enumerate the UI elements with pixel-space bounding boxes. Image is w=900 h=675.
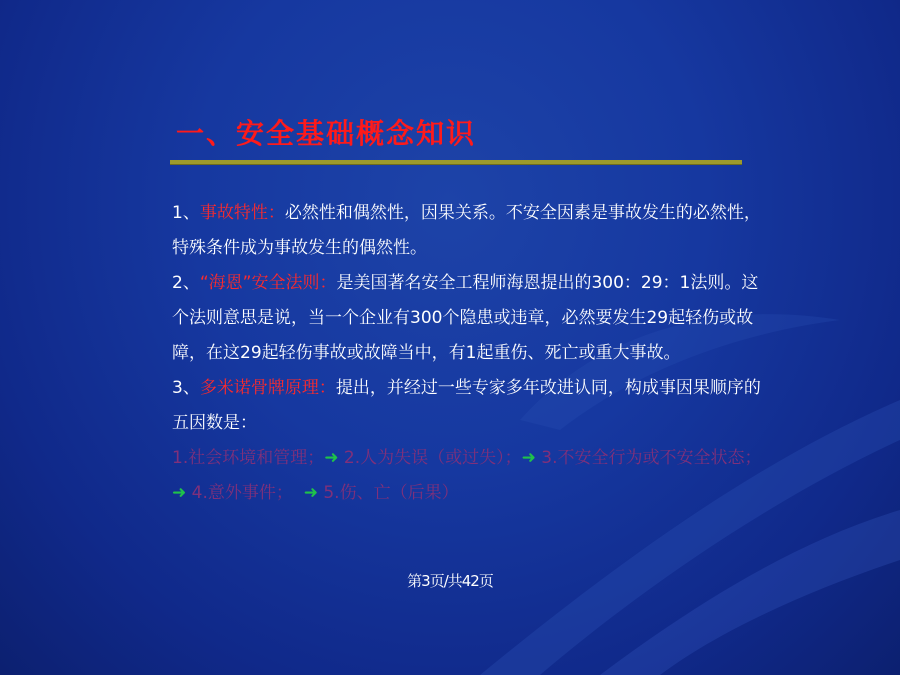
page-indicator: 第3页/共42页 (407, 572, 493, 590)
arrow-right-icon: ➜ (172, 483, 187, 503)
item-3 (172, 371, 762, 441)
item-1-label: 事故特性： (199, 203, 285, 223)
sequence-step-4: 4.意外事件； (191, 483, 293, 503)
item-3-number: 3、 (172, 378, 200, 398)
item-1-text: 必然性和偶然性，因果关系。不安全因素是事故发生的必然性，特殊条件成为事故发生的偶然性。 (172, 203, 761, 258)
item-2 (172, 266, 762, 371)
sequence-step-2: 2.人为失误（或过失）； (343, 448, 522, 468)
sequence-step-5: 5.伤、亡（后果） (323, 483, 459, 503)
arrow-right-icon: ➜ (521, 448, 536, 468)
item-1-number: 1、 (172, 203, 200, 223)
sequence-step-3: 3.不安全行为或不安全状态； (541, 448, 762, 468)
item-2-number: 2、 (172, 273, 200, 293)
item-3-text: 提出，并经过一些专家多年改进认同，构成事因果顺序的五因数是： (172, 378, 761, 433)
arrow-right-icon: ➜ (303, 483, 318, 503)
sequence-step-1: 1.社会环境和管理； (172, 448, 325, 468)
slide-body (172, 196, 762, 511)
arrow-right-icon: ➜ (324, 448, 339, 468)
item-2-label: “海恩”安全法则： (199, 273, 337, 293)
item-3-label: 多米诺骨牌原理： (199, 378, 336, 398)
slide-title: 一、安全基础概念知识 (176, 117, 477, 150)
item-1 (172, 196, 762, 266)
item-2-text: 是美国著名安全工程师海恩提出的300：29：1法则。这个法则意思是说，当一个企业有300个隐患或违章，必然要发生29起轻伤或故障，在这29起轻伤事故或故障当中，有1起重伤、死亡或重大事故。 (172, 273, 759, 363)
title-divider (170, 160, 742, 164)
domino-sequence (172, 441, 762, 511)
